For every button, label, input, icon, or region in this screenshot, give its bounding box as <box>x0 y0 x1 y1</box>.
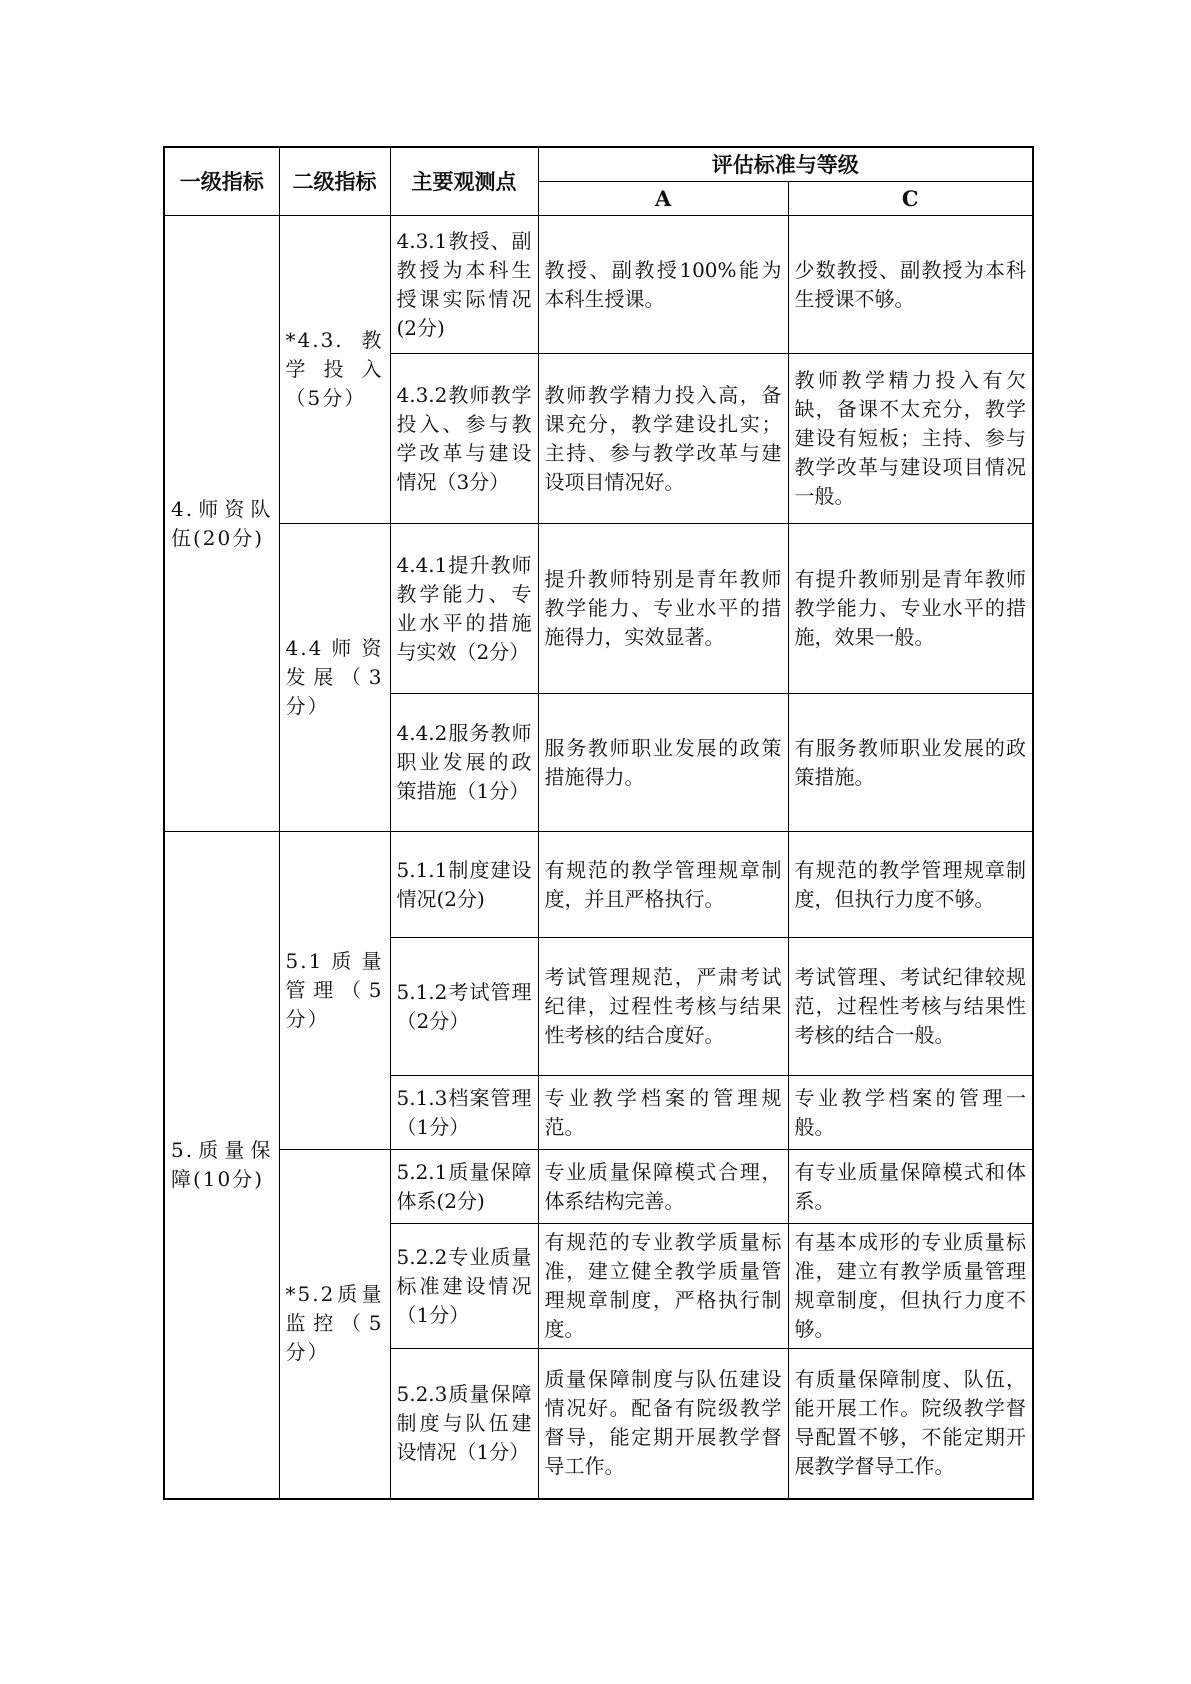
grade-c-cell: 考试管理、考试纪律较规范，过程性考核与结果性考核的结合一般。 <box>788 938 1033 1076</box>
grade-a-cell: 服务教师职业发展的政策措施得力。 <box>538 694 788 832</box>
grade-c-cell: 有服务教师职业发展的政策措施。 <box>788 694 1033 832</box>
grade-a-cell: 质量保障制度与队伍建设情况好。配备有院级教学督导，能定期开展教学督导工作。 <box>538 1349 788 1499</box>
grade-c-cell: 有规范的教学管理规章制度，但执行力度不够。 <box>788 832 1033 938</box>
grade-a-cell: 有规范的专业教学质量标准，建立健全教学质量管理规章制度，严格执行制度。 <box>538 1224 788 1349</box>
observation-cell: 4.3.1教授、副教授为本科生授课实际情况(2分) <box>390 216 538 354</box>
level2-cell: 5.1质量管理（5分） <box>279 832 390 1150</box>
level2-cell: *5.2质量监控（5分） <box>279 1150 390 1499</box>
header-grade-a: A <box>538 182 788 216</box>
observation-cell: 5.1.1制度建设情况(2分) <box>390 832 538 938</box>
level1-cell: 4.师资队伍(20分) <box>164 216 279 832</box>
grade-a-cell: 专业质量保障模式合理，体系结构完善。 <box>538 1150 788 1224</box>
observation-cell: 5.1.2考试管理（2分） <box>390 938 538 1076</box>
grade-a-cell: 教师教学精力投入高，备课充分，教学建设扎实；主持、参与教学改革与建设项目情况好。 <box>538 354 788 524</box>
level2-cell: *4.3.教学投入（5分） <box>279 216 390 524</box>
observation-cell: 5.2.1质量保障体系(2分) <box>390 1150 538 1224</box>
header-observation: 主要观测点 <box>390 147 538 216</box>
header-criteria: 评估标准与等级 <box>538 147 1033 182</box>
observation-cell: 5.2.3质量保障制度与队伍建设情况（1分） <box>390 1349 538 1499</box>
header-level1: 一级指标 <box>164 147 279 216</box>
observation-cell: 4.4.2服务教师职业发展的政策措施（1分） <box>390 694 538 832</box>
grade-c-cell: 少数教授、副教授为本科生授课不够。 <box>788 216 1033 354</box>
grade-a-cell: 有规范的教学管理规章制度，并且严格执行。 <box>538 832 788 938</box>
observation-cell: 5.1.3档案管理（1分） <box>390 1076 538 1150</box>
level2-cell: 4.4师资发展（3分） <box>279 524 390 832</box>
grade-c-cell: 专业教学档案的管理一般。 <box>788 1076 1033 1150</box>
observation-cell: 4.4.1提升教师教学能力、专业水平的措施与实效（2分） <box>390 524 538 694</box>
grade-c-cell: 教师教学精力投入有欠缺，备课不太充分，教学建设有短板；主持、参与教学改革与建设项目情况一般。 <box>788 354 1033 524</box>
evaluation-table <box>163 146 1034 1500</box>
header-grade-c: C <box>788 182 1033 216</box>
grade-a-cell: 专业教学档案的管理规范。 <box>538 1076 788 1150</box>
grade-c-cell: 有基本成形的专业质量标准，建立有教学质量管理规章制度，但执行力度不够。 <box>788 1224 1033 1349</box>
grade-a-cell: 提升教师特别是青年教师教学能力、专业水平的措施得力，实效显著。 <box>538 524 788 694</box>
grade-c-cell: 有提升教师别是青年教师教学能力、专业水平的措施，效果一般。 <box>788 524 1033 694</box>
observation-cell: 4.3.2教师教学投入、参与教学改革与建设情况（3分） <box>390 354 538 524</box>
grade-c-cell: 有专业质量保障模式和体系。 <box>788 1150 1033 1224</box>
grade-a-cell: 考试管理规范，严肃考试纪律，过程性考核与结果性考核的结合度好。 <box>538 938 788 1076</box>
observation-cell: 5.2.2专业质量标准建设情况（1分） <box>390 1224 538 1349</box>
grade-a-cell: 教授、副教授100%能为本科生授课。 <box>538 216 788 354</box>
grade-c-cell: 有质量保障制度、队伍，能开展工作。院级教学督导配置不够，不能定期开展教学督导工作。 <box>788 1349 1033 1499</box>
level1-cell: 5.质量保障(10分) <box>164 832 279 1499</box>
header-level2: 二级指标 <box>279 147 390 216</box>
